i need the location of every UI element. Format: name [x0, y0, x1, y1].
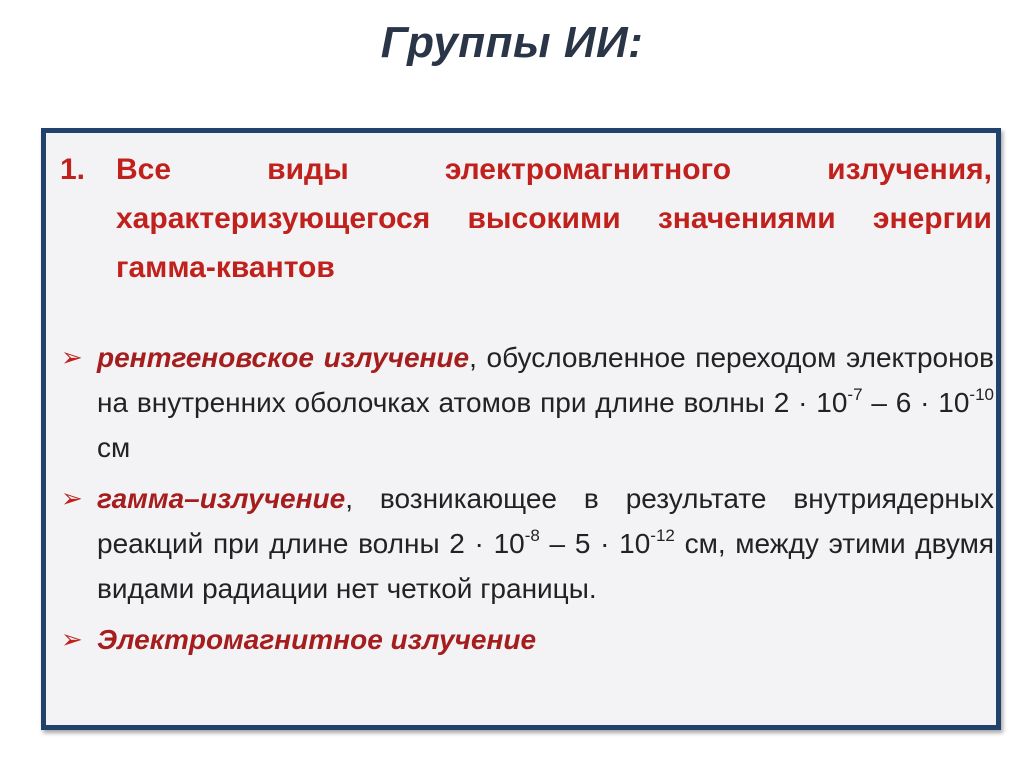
bullet-item-em: [59, 617, 994, 662]
slide-title: Группы ИИ:: [380, 18, 644, 67]
arrow-bullet-icon: ➢: [61, 342, 83, 372]
item-number: 1.: [60, 153, 86, 186]
exponent: -10: [969, 385, 994, 404]
bullet-text: , возникающее в результате внутриядерных реакций при длине волны 2 · 10: [97, 483, 994, 559]
bullet-text: см, между этими двумя видами радиации нет четкой границы.: [97, 528, 995, 604]
bullet-text: – 5 · 10: [539, 528, 651, 559]
exponent: -12: [650, 526, 675, 545]
item-text: Все виды электромагнитного излучения, характеризующегося высокими значениями энергии гамма-квантов: [116, 153, 992, 284]
bullet-list: [59, 335, 994, 668]
exponent: -7: [847, 385, 863, 404]
numbered-item: [60, 145, 992, 292]
bullet-text: – 6 · 10: [862, 387, 970, 418]
bullet-term: рентгеновское излучение: [97, 342, 470, 373]
arrow-bullet-icon: ➢: [61, 483, 83, 513]
bullet-item-gamma: [59, 476, 994, 611]
bullet-text: , обусловленное переходом электронов на внутренних оболочках атомов при длине волны 2 · 10: [97, 342, 995, 418]
exponent: -8: [524, 526, 540, 545]
bullet-text: см: [97, 432, 131, 463]
arrow-bullet-icon: ➢: [61, 624, 83, 654]
bullet-term: Электромагнитное излучение: [97, 624, 537, 655]
content-frame: [41, 128, 1001, 730]
bullet-term: гамма–излучение: [97, 483, 346, 514]
bullet-item-xray: [59, 335, 994, 470]
